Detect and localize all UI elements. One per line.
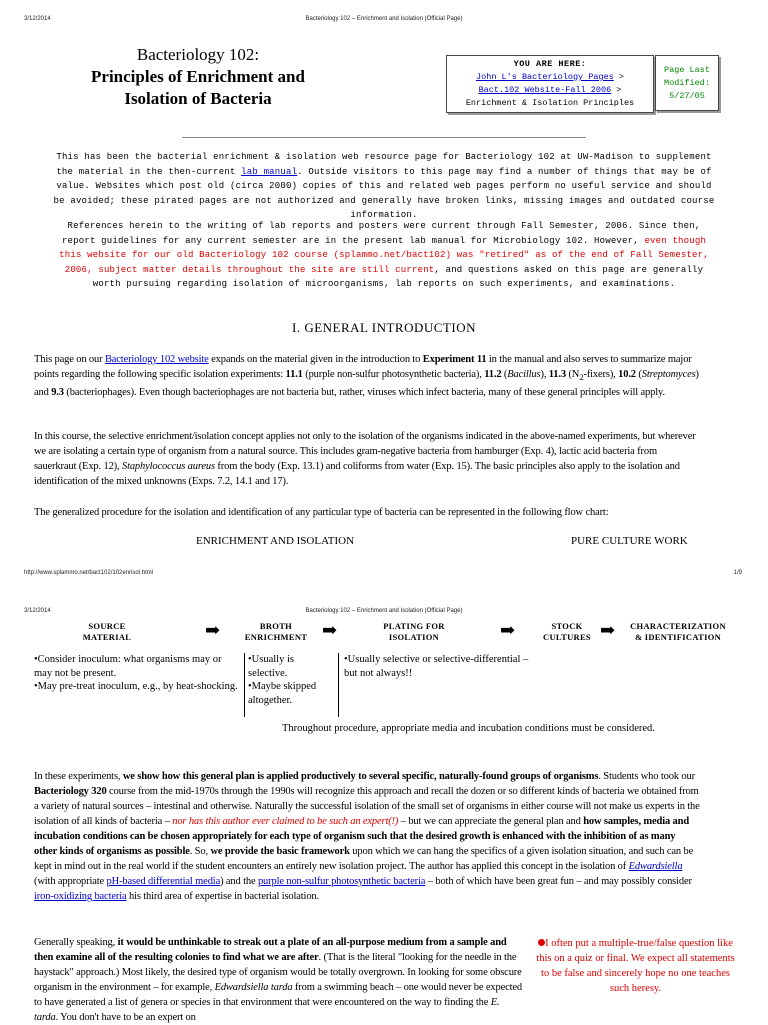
- breadcrumb-link-bact102[interactable]: Bact.102 Website-Fall 2006: [478, 85, 612, 95]
- paragraph-general-plan: In these experiments, we show how this general plan is applied productively to several specific, naturally-found groups of organisms. Students who took our Bacteriology 320 course from the mid-1970s through the 1990s will recognize this approach and recall the dozen or so different kinds of bacteria we obtained from a variety of natural sources – intestinal and otherwise. Naturally the successful isolation of the small set of organisms in either course will not make us experts in the isolation of all kinds of bacteria – nor has this author ever claimed to be such an expert(!) – but we can appreciate the general plan and how samples, media and incubation conditions can be chosen appropriately for each type of organism such that the desired growth is enhanced with the inhibition of as many other kinds of organisms as possible. So, we provide the basic framework upon which we can hang the specifics of a given isolation situation, and such can be kept in mind out in the real world if the student encounters an entirely new isolation project. The author has applied this concept in the isolation of Edwardsiella (with appropriate pH-based differential media) and the purple non-sulfur photosynthetic bacteria – both of which have been great fun – and may possibly consider iron-oxidizing bacteria his third area of expertise in bacterial isolation.: [34, 771, 700, 902]
- flow-header-pure-culture: PURE CULTURE WORK: [571, 535, 688, 547]
- edwardsiella-link[interactable]: Edwardsiella: [628, 861, 683, 872]
- print-date: 3/12/2014: [24, 16, 51, 22]
- intro1-text-end: . Outside visitors to this page may find a number of things that may be of value. Websites which post old (circa 2000) copies of this and related web pages perform no useful service and should be avoided; these pirated pages are not authorized and generally have broken links, missing images and outdated course information.: [53, 166, 715, 220]
- intro-paragraph-1: [50, 150, 718, 223]
- print-title: Bacteriology 102 – Enrichment and Isolation (Official Page): [305, 608, 463, 614]
- breadcrumb-sep: >: [613, 72, 624, 82]
- flow-step-source: SOURCE MATERIAL: [82, 621, 132, 642]
- you-are-here-box: [446, 55, 654, 113]
- note-plating: •Usually selective or selective-differential – but not always!!: [344, 654, 529, 679]
- title-line-2: Principles of Enrichment and: [91, 67, 305, 86]
- flow-step-stock: STOCK CULTURES: [543, 621, 591, 642]
- paragraph-unthinkable: Generally speaking, it would be unthinkable to streak out a plate of an all-purpose medium from a sample and then examine all of the resulting colonies to find what we are after. (That is the literal "looking for the needle in the haystack" approach.) Most likely, the desired type of organism would be totally overgrown. In looking for some obscure organism in the environment – for example, Edwardsiella tarda from a swimming beach – one would never be expected to have generated a list of genera or species in that environment that were encountered on the way to finding the E. tarda. You don't have to be an expert on: [34, 937, 523, 1023]
- breadcrumb-link-bacteriology-pages[interactable]: John L's Bacteriology Pages: [476, 72, 614, 82]
- arrow-right-icon: ➡: [600, 620, 616, 640]
- intro2-red-text: even though this website for our old Bacteriology 102 course (splammo.net/bact102) was "retired" as of the end of Fall Semester, 2006, subject matter details throughout the site are still current: [59, 235, 709, 275]
- intro2-text: References herein to the writing of lab reports and posters were current through Fall Semester, 2006. Since then, report guidelines for any current semester are in the present lab manual for Microbiology 102. However,: [61, 221, 701, 246]
- purple-bacteria-link[interactable]: purple non-sulfur photosynthetic bacteria: [257, 876, 426, 887]
- divider: [182, 137, 586, 138]
- last-modified-box: [655, 55, 719, 111]
- print-url: http://www.splammo.net/bact102/102enrisol.html: [24, 570, 154, 576]
- flow-divider: [244, 653, 245, 717]
- last-modified-label-2: Modified:: [664, 78, 710, 88]
- paragraph-course-concept: In this course, the selective enrichment/isolation concept applies not only to the isolation of the organisms indicated in the above-named experiments, but wherever we are isolating a certain type of organism from a natural source. This includes gram-negative bacteria from hamburger (Exp. 4), lactic acid bacteria from sauerkraut (Exp. 12), Staphylococcus aureus from the body (Exp. 13.1) and coliforms from water (Exp. 15). The basic principles also apply to the isolation and identification of the mixed unknowns (Exps. 7.2, 14.1 and 17).: [34, 431, 696, 487]
- print-title: Bacteriology 102 – Enrichment and Isolation (Official Page): [305, 16, 463, 22]
- lab-manual-link[interactable]: lab manual: [241, 166, 298, 177]
- paragraph-experiments: This page on our Bacteriology 102 website expands on the material given in the introduction to Experiment 11 in the manual and also serves to summarize major points regarding the following specific isolation experiments: 11.1 (purple non-sulfur photosynthetic bacteria), 11.2 (Bacillus), 11.3 $(N_2-fixers)$, 10.2 (Streptomyces) and 9.3 (bacteriophages). Even though bacteriophages are not bacteria but, rather, viruses which infect bacteria, many of these general principles will apply.: [34, 354, 699, 399]
- title-line-1: Bacteriology 102:: [136, 45, 260, 64]
- flow-divider: [338, 653, 339, 717]
- section-heading: I. GENERAL INTRODUCTION: [292, 320, 476, 335]
- arrow-right-icon: ➡: [500, 620, 516, 640]
- sidenote: [533, 936, 738, 996]
- note-broth: •Usually is selective. •Maybe skipped altogether.: [248, 654, 317, 706]
- breadcrumb-sep: >: [611, 85, 622, 95]
- flow-header-enrichment: ENRICHMENT AND ISOLATION: [196, 535, 355, 547]
- last-modified-date: 5/27/05: [669, 91, 705, 101]
- note-source: •Consider inoculum: what organisms may or may not be present. •May pre-treat inoculum, e.g., by heat-shocking.: [34, 654, 238, 692]
- flow-note-throughout: Throughout procedure, appropriate media and incubation conditions must be considered.: [282, 723, 655, 734]
- flow-step-characterization: CHARACTERIZATION & IDENTIFICATION: [630, 621, 726, 642]
- flow-step-plating: PLATING FOR ISOLATION: [383, 621, 445, 642]
- sidenote-text: I often put a multiple-true/false question like this on a quiz or final. We expect all statements to be false and sincerely hope no one teaches such heresy.: [536, 938, 735, 994]
- intro-paragraph-2: [50, 219, 718, 292]
- arrow-right-icon: ➡: [322, 620, 338, 640]
- iron-oxidizing-link[interactable]: iron-oxidizing bacteria: [34, 891, 127, 902]
- intro2-text-end: , and questions asked on this page are generally worth pursuing regarding isolation of microorganisms, lab reports on such experiments, and examinations.: [92, 264, 704, 289]
- print-page-number: 1/9: [733, 570, 742, 576]
- print-date: 3/12/2014: [24, 608, 51, 614]
- intro1-text: This has been the bacterial enrichment & isolation web resource page for Bacteriology 102 at UW-Madison to supplement the material in the then-current: [56, 152, 712, 177]
- last-modified-label-1: Page Last: [664, 65, 710, 75]
- bacteriology-website-link[interactable]: Bacteriology 102 website: [104, 354, 209, 365]
- page-title: [74, 44, 322, 110]
- you-are-here-heading: YOU ARE HERE:: [513, 59, 587, 69]
- ph-differential-media-link[interactable]: pH-based differential media: [106, 876, 221, 887]
- arrow-right-icon: ➡: [205, 620, 221, 640]
- flow-step-broth: BROTH ENRICHMENT: [244, 621, 308, 642]
- paragraph-flow-intro: The generalized procedure for the isolation and identification of any particular type of bacteria can be represented in the following flow chart:: [34, 507, 609, 518]
- breadcrumb-current: Enrichment & Isolation Principles: [465, 98, 635, 108]
- title-line-3: Isolation of Bacteria: [124, 89, 272, 108]
